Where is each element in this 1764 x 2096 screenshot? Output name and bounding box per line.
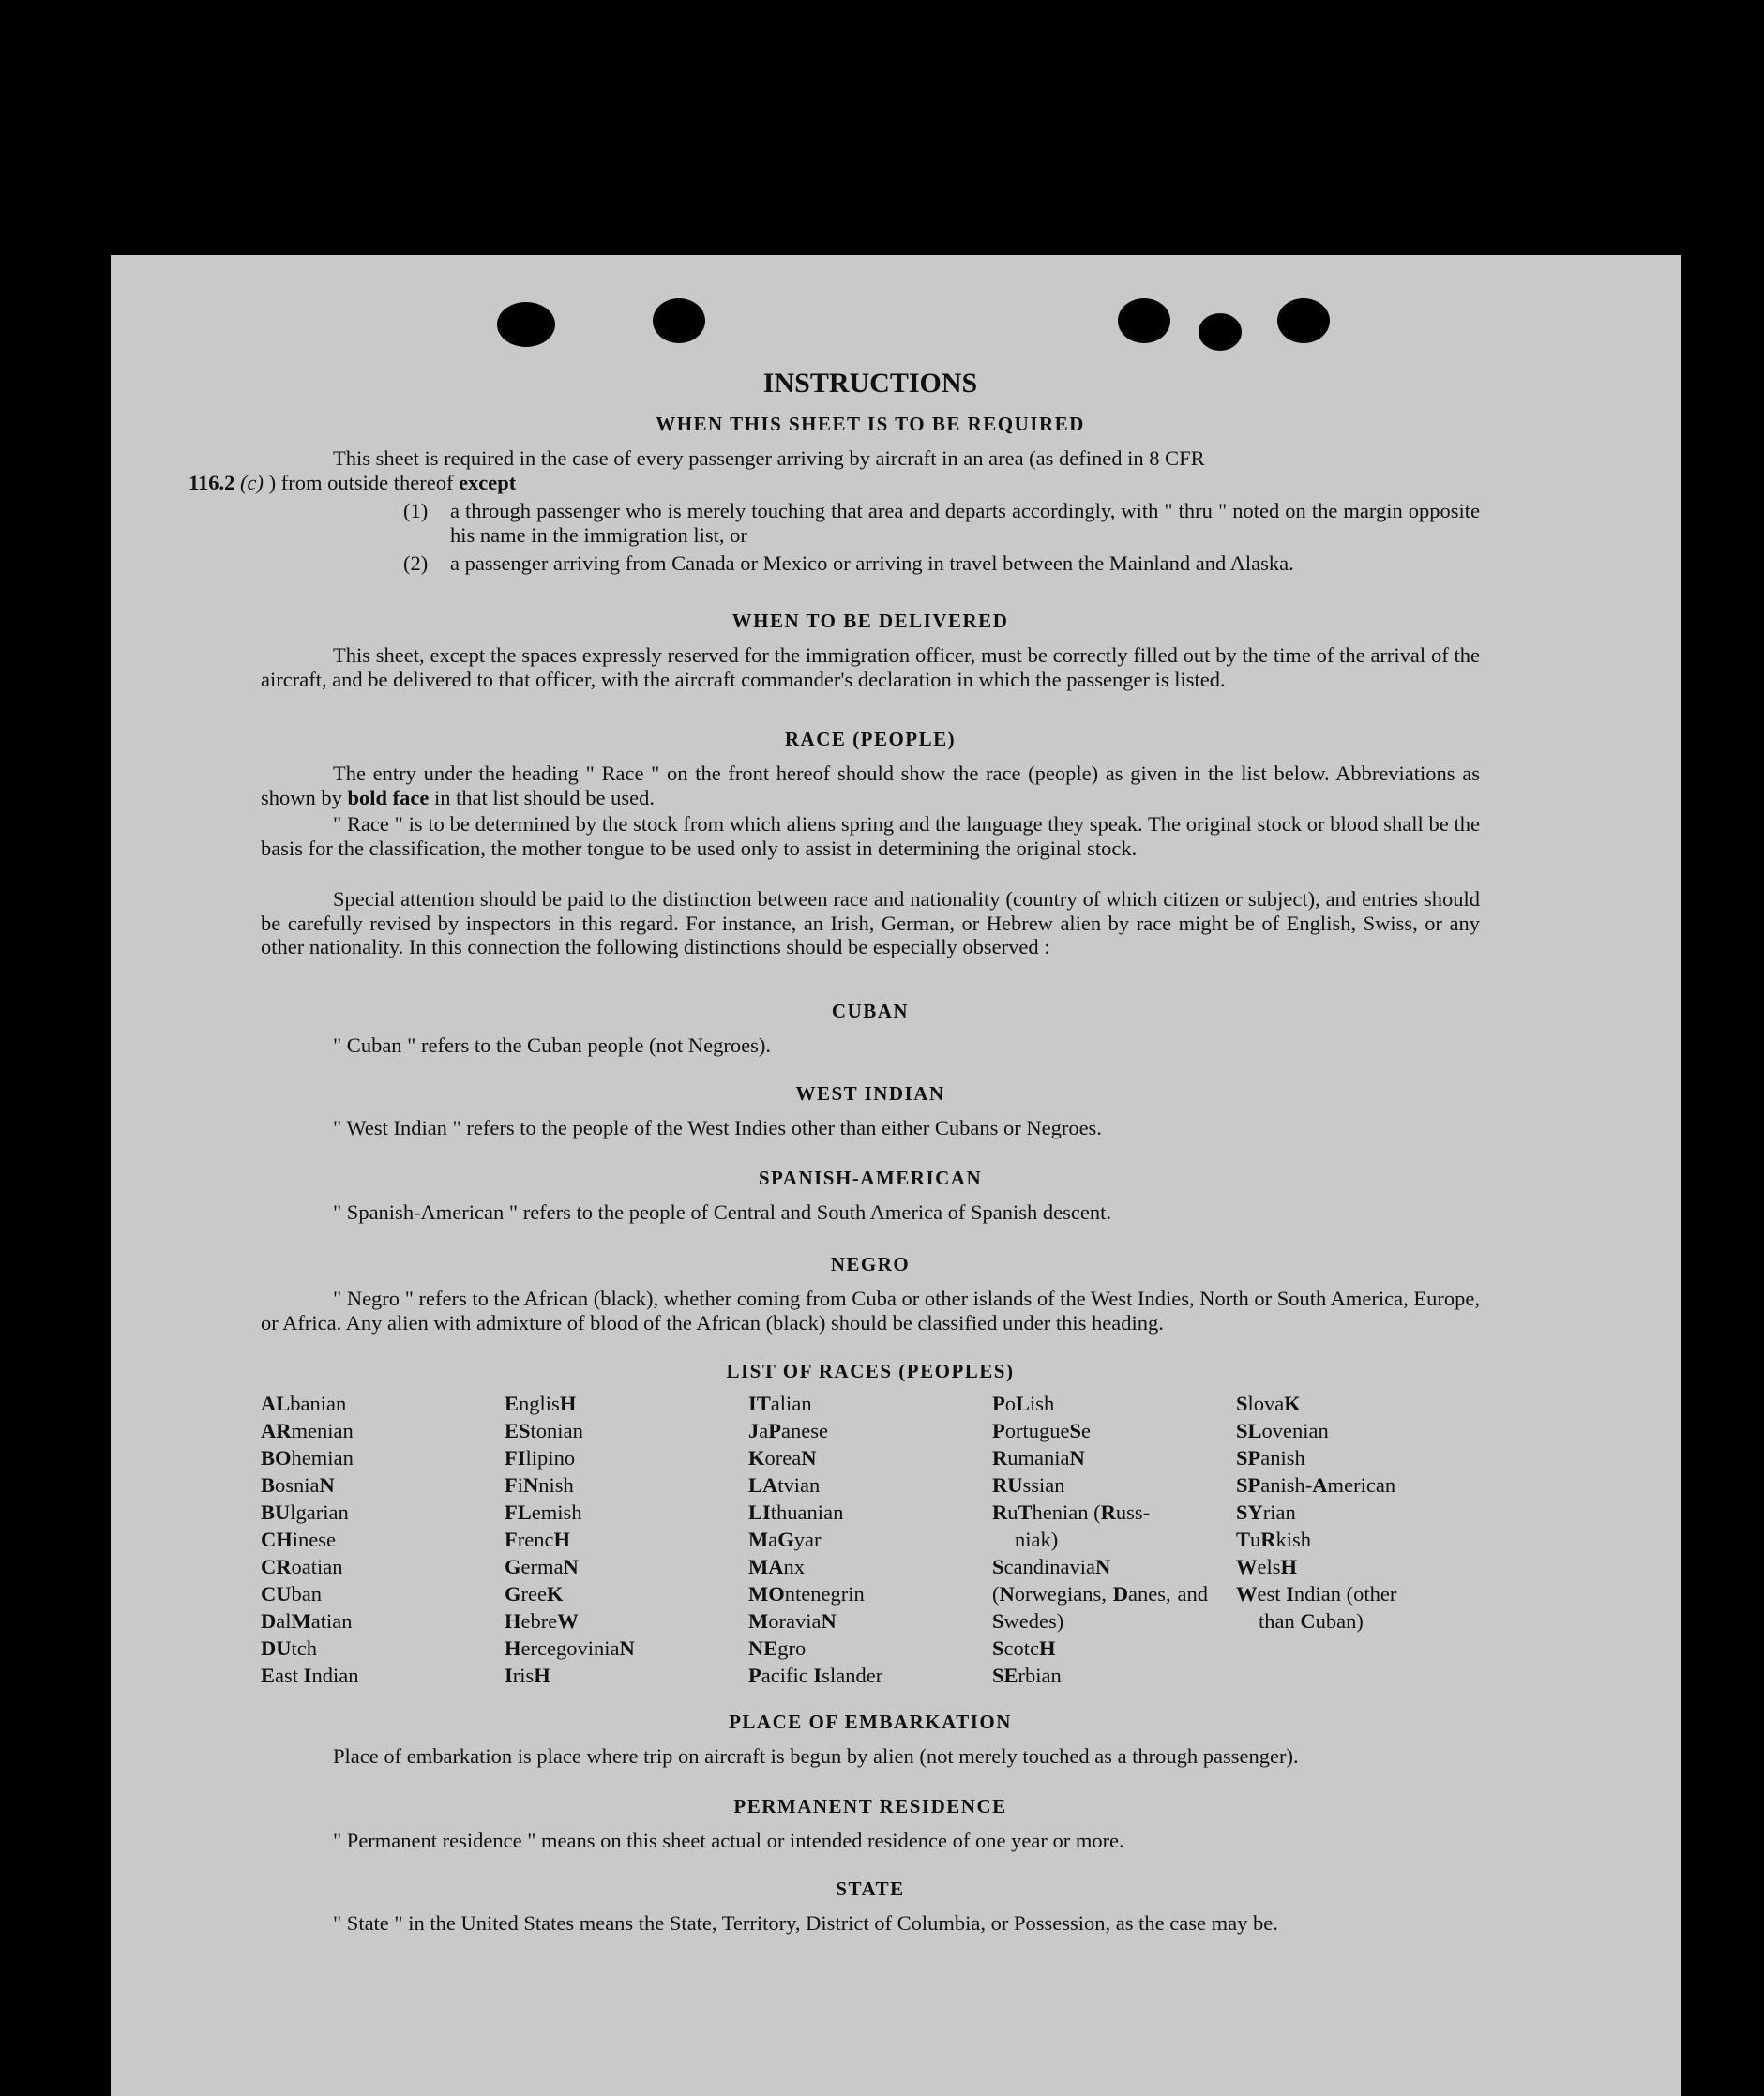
race-entry: SErbian (992, 1664, 1062, 1687)
race-entry-continuation: niak) (1015, 1528, 1059, 1551)
races-column-4 (992, 1390, 1236, 1689)
race-entry: PoLish (992, 1392, 1055, 1415)
residence-text: " Permanent residence " means on this sheet actual or intended residence of one year or more. (333, 1829, 1124, 1852)
heading-list-of-races: LIST OF RACES (PEOPLES) (726, 1360, 1015, 1382)
race-entry: FrencH (505, 1528, 571, 1551)
exception-item-2: (2) a passenger arriving from Canada or Mexico or arriving in travel between the Mainland and Alaska. (403, 551, 1294, 575)
race-entry: TuRkish (1236, 1528, 1312, 1551)
race-entry: SPanish-American (1236, 1473, 1396, 1497)
heading-spanish-american: SPANISH-AMERICAN (758, 1167, 983, 1189)
race-entry: KoreaN (748, 1446, 817, 1470)
race-entry: BOhemian (261, 1446, 354, 1470)
heading-when-delivered: WHEN TO BE DELIVERED (731, 610, 1009, 632)
race-entry: MOntenegrin (748, 1582, 865, 1606)
race-entry: West Indian (other (1236, 1582, 1397, 1606)
races-column-5 (1236, 1390, 1480, 1689)
race-paragraph-1: The entry under the heading " Race " on the front hereof should show the race (people) as given in the list below. Abbreviations as shown by bold face in that list should be used. (261, 761, 1480, 809)
race-entry: SlovaK (1236, 1392, 1301, 1415)
race-entry: SLovenian (1236, 1419, 1329, 1442)
race-paragraph-3: Special attention should be paid to the distinction between race and nationality (country of which citizen or subject), and entries should be carefully revised by inspectors in this regard. For instance, an Irish, German, or Hebrew alien by race might be of English, Swiss, or any other nationality. In this connection the following distinctions should be especially observed : (261, 887, 1480, 958)
race-entry: SYrian (1236, 1500, 1296, 1524)
heading-cuban: CUBAN (831, 1000, 910, 1022)
race-entry: ScotcH (992, 1636, 1056, 1660)
race-entry: RUssian (992, 1473, 1065, 1497)
race-entry: IrisH (505, 1664, 550, 1687)
race-entry: WelsH (1236, 1555, 1298, 1578)
race-entry: ITalian (748, 1392, 812, 1415)
race-entry: NEgro (748, 1636, 807, 1660)
race-entry: MAnx (748, 1555, 805, 1578)
race-entry: ALbanian (261, 1392, 347, 1415)
race-entry: BUlgarian (261, 1500, 349, 1524)
race-entry: RuThenian (Russ- (992, 1500, 1151, 1524)
race-entry: MoraviaN (748, 1609, 837, 1633)
when-required-intro: This sheet is required in the case of every passenger arriving by aircraft in an area (as defined in 8 CFR 116.2 (c) ) from outside thereof except (188, 446, 1205, 494)
race-entry: FLemish (505, 1500, 582, 1524)
heading-residence: PERMANENT RESIDENCE (733, 1795, 1007, 1817)
race-entry: PortugueSe (992, 1419, 1092, 1442)
west-indian-text: " West Indian " refers to the people of the West Indies other than either Cubans or Negroes. (333, 1116, 1102, 1139)
race-entry: FIlipino (505, 1446, 576, 1470)
race-entry: East Indian (261, 1664, 359, 1687)
heading-embarkation: PLACE OF EMBARKATION (729, 1711, 1012, 1733)
races-column-1 (261, 1390, 505, 1689)
heading-race: RACE (PEOPLE) (784, 728, 957, 750)
when-delivered-text: This sheet, except the spaces expressly reserved for the immigration officer, must be correctly filled out by the time of the arrival of the aircraft, and be delivered to that officer, with the aircraft commander's declaration in which the passenger is listed. (261, 643, 1480, 691)
state-text: " State " in the United States means the State, Territory, District of Columbia, or Possession, as the case may be. (333, 1911, 1278, 1935)
race-entry: CRoatian (261, 1555, 343, 1578)
race-entry: LIthuanian (748, 1500, 844, 1524)
race-entry: EStonian (505, 1419, 583, 1442)
instruction-sheet (111, 255, 1681, 2096)
race-entry: BosniaN (261, 1473, 335, 1497)
heading-state: STATE (836, 1877, 905, 1900)
race-entry: JaPanese (748, 1419, 829, 1442)
race-entry: GreeK (505, 1582, 564, 1606)
punch-hole (1277, 298, 1330, 343)
races-column-3 (748, 1390, 992, 1689)
race-entry: ARmenian (261, 1419, 354, 1442)
heading-west-indian: WEST INDIAN (795, 1082, 945, 1105)
race-entry: CUban (261, 1582, 322, 1606)
punch-hole (1199, 313, 1242, 351)
race-entry: ScandinaviaN (Norwegians, Danes, and Swedes) (992, 1555, 1209, 1633)
race-entry: FiNnish (505, 1473, 574, 1497)
punch-hole (497, 302, 555, 347)
punch-hole (1118, 298, 1170, 343)
race-entry: SPanish (1236, 1446, 1305, 1470)
race-entry: LAtvian (748, 1473, 821, 1497)
race-entry: DalMatian (261, 1609, 353, 1633)
race-entry: EnglisH (505, 1392, 577, 1415)
race-entry: HebreW (505, 1609, 579, 1633)
races-column-2 (505, 1390, 748, 1689)
race-entry: GermaN (505, 1555, 579, 1578)
race-entry: DUtch (261, 1636, 318, 1660)
spanish-american-text: " Spanish-American " refers to the people of Central and South America of Spanish descent. (333, 1200, 1112, 1224)
race-entry: CHinese (261, 1528, 337, 1551)
embarkation-text: Place of embarkation is place where trip on aircraft is begun by alien (not merely touched as a through passenger). (333, 1744, 1299, 1768)
race-paragraph-2: " Race " is to be determined by the stock from which aliens spring and the language they speak. The original stock or blood shall be the basis for the classification, the mother tongue to be used only to assist in determining the original stock. (261, 812, 1480, 860)
cuban-text: " Cuban " refers to the Cuban people (not Negroes). (333, 1033, 771, 1057)
race-entry: HercegoviniaN (505, 1636, 635, 1660)
exception-item-1: (1) a through passenger who is merely touching that area and departs accordingly, with " thru " noted on the margin opposite his name in the immigration list, or (403, 499, 1480, 547)
heading-when-required: WHEN THIS SHEET IS TO BE REQUIRED (656, 413, 1085, 435)
race-entry: Pacific Islander (748, 1664, 883, 1687)
punch-hole (653, 298, 705, 343)
race-entry-continuation: than Cuban) (1259, 1609, 1364, 1633)
race-entry: RumaniaN (992, 1446, 1085, 1470)
page-title: INSTRUCTIONS (762, 368, 978, 399)
races-list (261, 1390, 1480, 1689)
heading-negro: NEGRO (830, 1253, 911, 1275)
negro-text: " Negro " refers to the African (black), whether coming from Cuba or other islands of the West Indies, North or South America, Europe, or Africa. Any alien with admixture of blood of the African (black) should be classified under this heading. (261, 1287, 1480, 1335)
race-entry: MaGyar (748, 1528, 822, 1551)
